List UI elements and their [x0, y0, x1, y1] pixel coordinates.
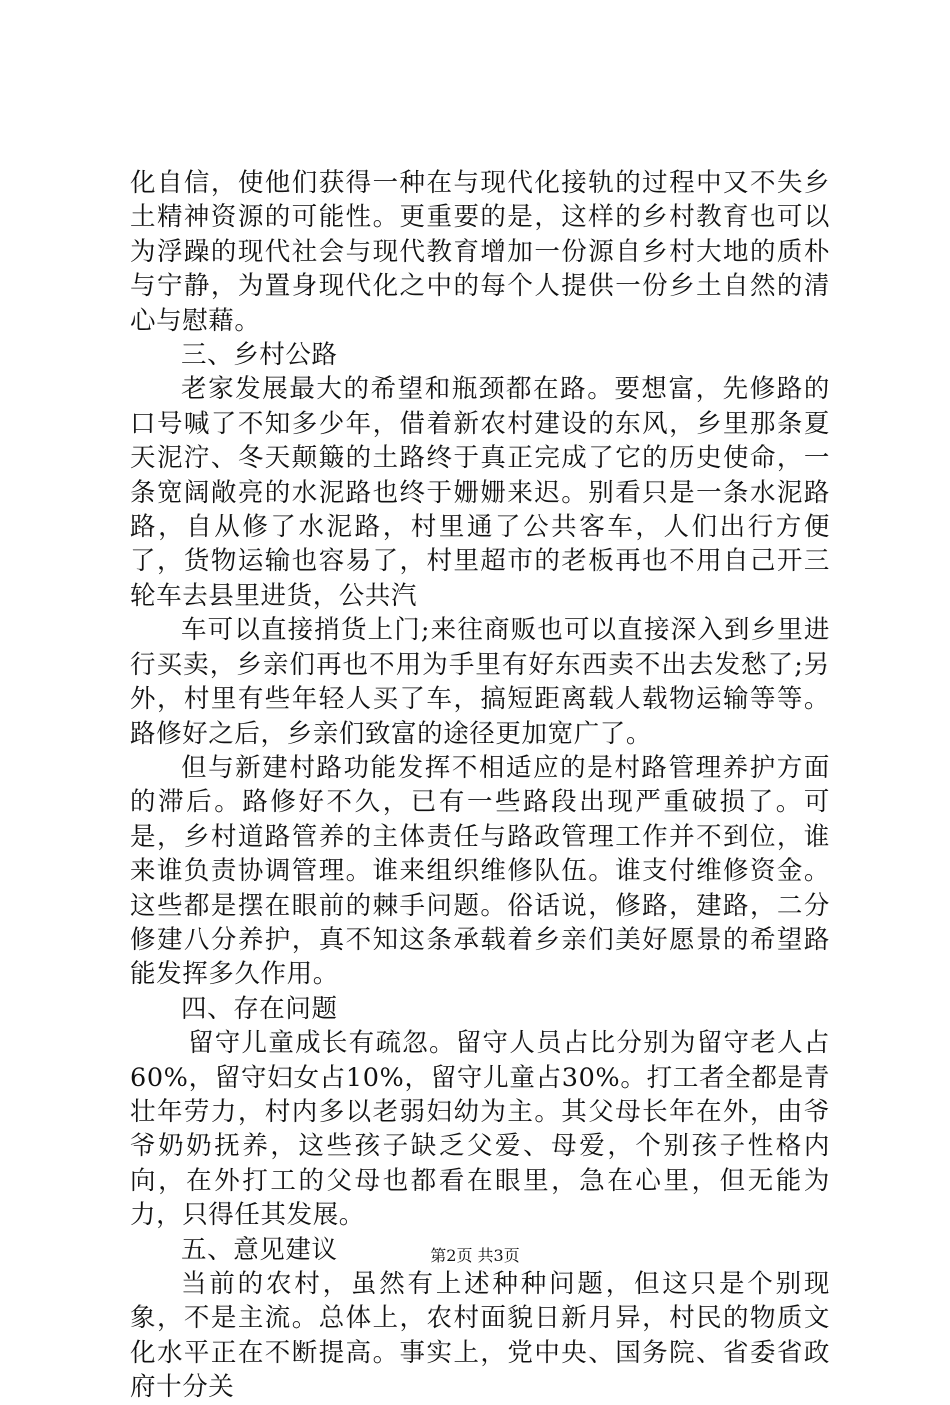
- section-heading-problems: 四、存在问题: [181, 993, 338, 1024]
- paragraph-road-benefits: 车可以直接捎货上门;来往商贩也可以直接深入到乡里进行买卖，乡亲们再也不用为手里有好东西卖不出去发愁了;另外，村里有些年轻人买了车，搞短距离载人载物运输等等。路修好之后，乡亲们致富的途径更加宽广了。: [130, 615, 830, 749]
- paragraph-continuation: 化自信，使他们获得一种在与现代化接轨的过程中又不失乡土精神资源的可能性。更重要的是，这样的乡村教育也可以为浮躁的现代社会与现代教育增加一份源自乡村大地的质朴与宁静，为置身现代化之中的每个人提供一份乡土自然的清心与慰藉。: [130, 168, 830, 336]
- page-number-footer: 第2页 共3页: [430, 1246, 520, 1265]
- paragraph-road-hope: 老家发展最大的希望和瓶颈都在路。要想富，先修路的口号喊了不知多少年，借着新农村建设的东风，乡里那条夏天泥泞、冬天颠簸的土路终于真正完成了它的历史使命，一条宽阔敞亮的水泥路也终于姗姗来迟。别看只是一条水泥路路，自从修了水泥路，村里通了公共客车，人们出行方便了，货物运输也容易了，村里超市的老板再也不用自己开三轮车去县里进货，公共汽: [130, 374, 830, 611]
- document-body: [130, 166, 830, 1405]
- section-heading-suggestions: 五、意见建议: [181, 1234, 338, 1265]
- section-heading-rural-road: 三、乡村公路: [181, 340, 338, 371]
- paragraph-left-behind-children: 留守儿童成长有疏忽。留守人员占比分别为留守老人占60%，留守妇女占10%，留守儿童占30%。打工者全都是青壮年劳力，村内多以老弱妇幼为主。其父母长年在外，由爷爷奶奶抚养，这些孩子缺乏父爱、母爱，个别孩子性格内向，在外打工的父母也都看在眼里，急在心里，但无能为力，只得任其发展。: [130, 1028, 830, 1231]
- paragraph-road-maintenance: 但与新建村路功能发挥不相适应的是村路管理养护方面的滞后。路修好不久，已有一些路段出现严重破损了。可是，乡村道路管养的主体责任与路政管理工作并不到位，谁来谁负责协调管理。谁来组织维修队伍。谁支付维修资金。这些都是摆在眼前的棘手问题。俗话说，修路，建路，二分修建八分养护，真不知这条承载着乡亲们美好愿景的希望路能发挥多久作用。: [130, 752, 830, 990]
- paragraph-current-countryside: 当前的农村，虽然有上述种种问题，但这只是个别现象，不是主流。总体上，农村面貌日新月异，村民的物质文化水平正在不断提高。事实上，党中央、国务院、省委省政府十分关: [130, 1269, 830, 1403]
